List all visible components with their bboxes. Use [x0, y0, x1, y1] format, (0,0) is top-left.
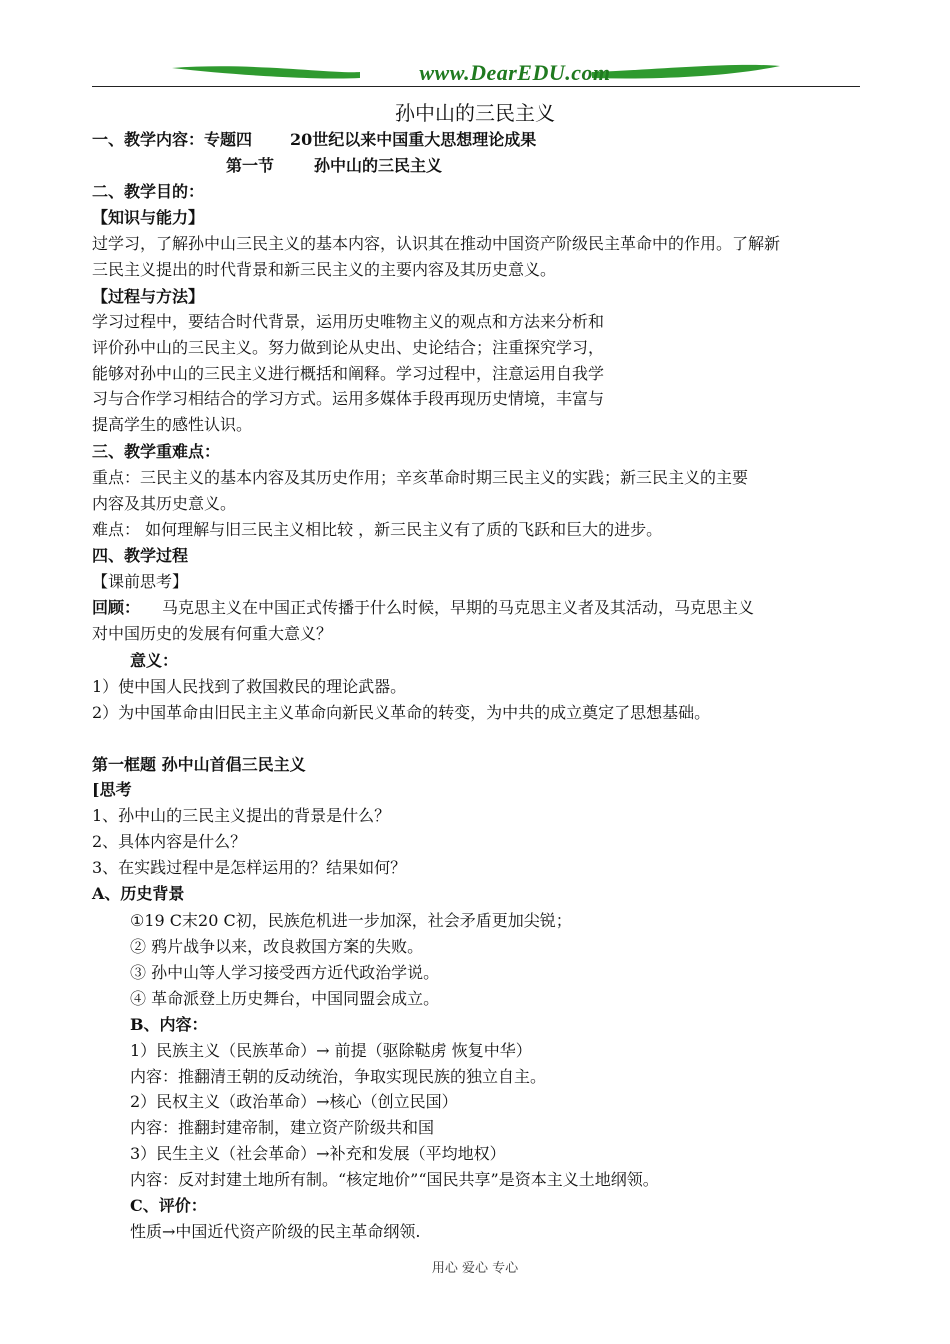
ability-text-1: 过学习，了解孙中山三民主义的基本内容，认识其在推动中国资产阶级民主革命中的作用。了解新	[92, 234, 781, 253]
frame-title: 第一框题 孙中山首倡三民主义	[92, 755, 306, 774]
heading-teaching-process: 四、教学过程	[92, 546, 189, 565]
background-item-2: ② 鸦片战争以来，改良救国方案的失败。	[130, 937, 424, 956]
heading-evaluation: C、评价：	[130, 1196, 207, 1215]
think-label: [思考	[92, 780, 132, 799]
heading-historical-background: A、历史背景	[92, 884, 185, 903]
method-text-4: 习与合作学习相结合的学习方式。运用多媒体手段再现历史情境，丰富与	[92, 389, 605, 408]
question-2: 2、具体内容是什么？	[92, 832, 247, 851]
background-item-4: ④ 革命派登上历史舞台，中国同盟会成立。	[130, 989, 440, 1008]
content-item-3: 3）民生主义（社会革命）→补充和发展（平均地权）	[130, 1144, 506, 1163]
method-text-2: 评价孙中山的三民主义。努力做到论从史出、史论结合；注重探究学习，	[92, 338, 605, 357]
method-text-5: 提高学生的感性认识。	[92, 415, 253, 434]
key-point-text-2: 内容及其历史意义。	[92, 494, 237, 513]
heading-objectives: 二、教学目的：	[92, 182, 205, 201]
topic-title: 20世纪以来中国重大思想理论成果	[290, 130, 537, 149]
header-brand-text: www.DearEDU.com	[419, 60, 611, 85]
heading-knowledge-ability: 【知识与能力】	[92, 208, 205, 227]
review-text-2: 对中国历史的发展有何重大意义？	[92, 624, 333, 643]
content-item-3-detail: 内容：反对封建土地所有制。“核定地价”“国民共享”是资本主义土地纲领。	[130, 1170, 659, 1189]
review-line	[92, 595, 754, 621]
meaning-item-1: 1）使中国人民找到了救国救民的理论武器。	[92, 677, 407, 696]
ability-text-2: 三民主义提出的时代背景和新三民主义的主要内容及其历史意义。	[92, 260, 557, 279]
question-3: 3、在实践过程中是怎样运用的？结果如何？	[92, 858, 407, 877]
section-1-subline	[226, 153, 442, 179]
teaching-content-label: 一、教学内容：专题四	[92, 130, 253, 149]
content-item-1-detail: 内容：推翻清王朝的反动统治，争取实现民族的独立自主。	[130, 1067, 547, 1086]
page-footer: 用心 爱心 专心	[431, 1261, 519, 1276]
method-text-3: 能够对孙中山的三民主义进行概括和阐释。学习过程中，注意运用自我学	[92, 364, 605, 383]
difficulty-text: 难点： 如何理解与旧三民主义相比较 ，新三民主义有了质的飞跃和巨大的进步。	[92, 520, 663, 539]
evaluation-item-1: 性质→中国近代资产阶级的民主革命纲领.	[130, 1222, 421, 1241]
header-rule	[92, 86, 860, 87]
content-item-1: 1）民族主义（民族革命）→ 前提（驱除鞑虏 恢复中华）	[130, 1041, 532, 1060]
heading-content: B、内容：	[130, 1015, 208, 1034]
content-item-2-detail: 内容：推翻封建帝制，建立资产阶级共和国	[130, 1118, 435, 1137]
background-item-3: ③ 孙中山等人学习接受西方近代政治学说。	[130, 963, 440, 982]
key-point-text-1: 重点：三民主义的基本内容及其历史作用；辛亥革命时期三民主义的实践；新三民主义的主要	[92, 468, 749, 487]
meaning-label: 意义：	[130, 651, 179, 670]
heading-key-points: 三、教学重难点：	[92, 442, 221, 461]
content-item-2: 2）民权主义（政治革命）→核心（创立民国）	[130, 1092, 458, 1111]
section-1-line	[92, 127, 536, 153]
meaning-item-2: 2）为中国革命由旧民主主义革命向新民义革命的转变，为中共的成立奠定了思想基础。	[92, 703, 711, 722]
review-text: 马克思主义在中国正式传播于什么时候，早期的马克思主义者及其活动，马克思主义	[162, 598, 755, 617]
heading-pre-class-thinking: 【课前思考】	[92, 572, 189, 591]
method-text-1: 学习过程中，要结合时代背景，运用历史唯物主义的观点和方法来分析和	[92, 312, 605, 331]
section-title: 孙中山的三民主义	[314, 156, 443, 175]
section-label: 第一节	[226, 156, 275, 175]
background-item-1: ①19 C末20 C初，民族危机进一步加深，社会矛盾更加尖锐；	[130, 911, 572, 930]
question-1: 1、孙中山的三民主义提出的背景是什么？	[92, 806, 391, 825]
review-label: 回顾：	[92, 598, 141, 617]
page-title: 孙中山的三民主义	[395, 101, 555, 125]
heading-process-method: 【过程与方法】	[92, 287, 205, 306]
